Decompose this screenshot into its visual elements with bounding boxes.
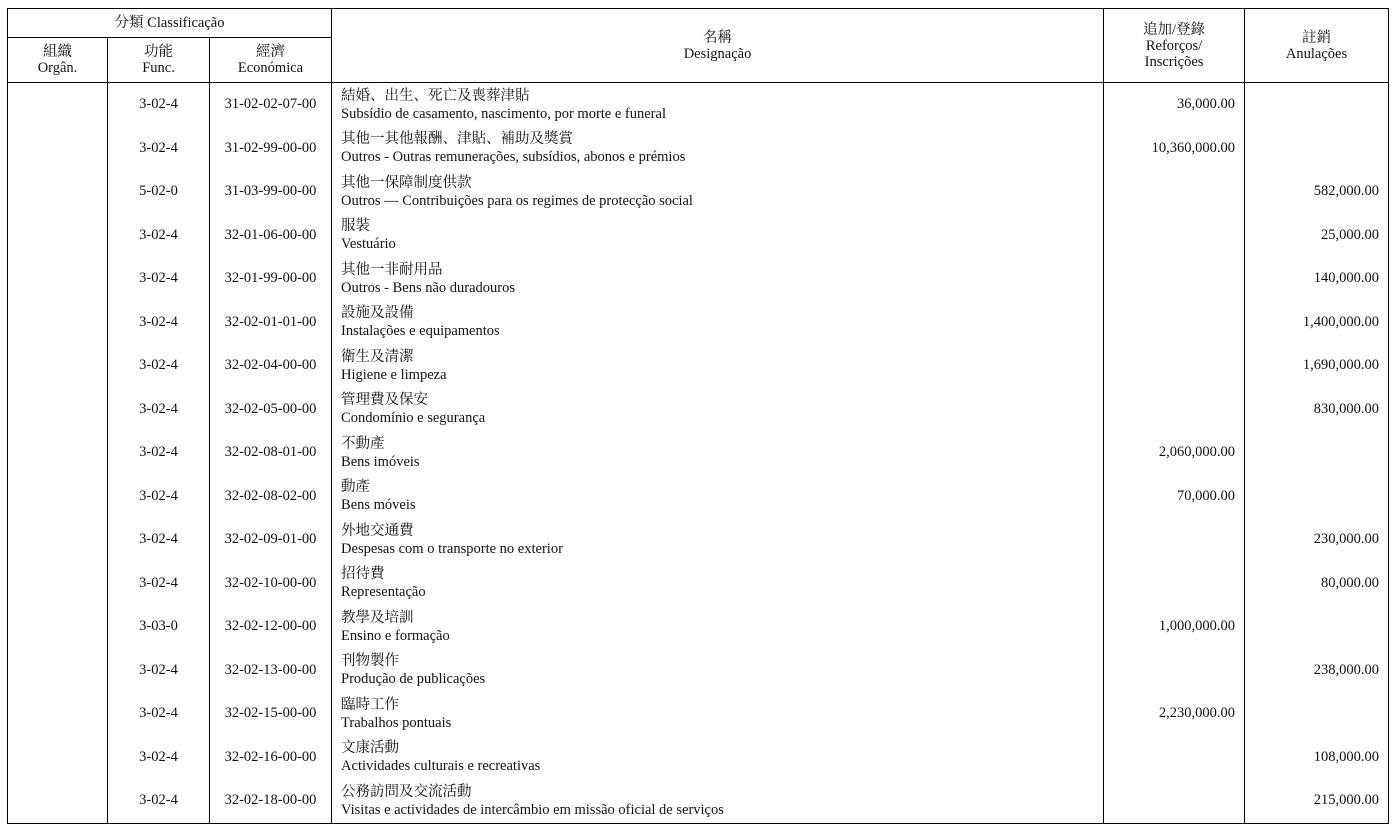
organ-cell (8, 170, 108, 214)
anulacoes-header-zh: 註銷 (1302, 29, 1332, 46)
designation-cell (332, 779, 1104, 823)
reforcos-cell (1104, 301, 1245, 345)
organ-cell (8, 692, 108, 736)
eco-code-cell: 32-01-06-00-00 (210, 214, 332, 258)
func-code-cell: 3-02-4 (108, 562, 210, 606)
reforcos-cell: 36,000.00 (1104, 83, 1245, 127)
anulacoes-cell (1245, 692, 1389, 736)
reforcos-header (1104, 9, 1245, 83)
organ-cell (8, 214, 108, 258)
designation-pt: Despesas com o transporte no exterior (341, 540, 563, 557)
table-row (8, 518, 1389, 562)
organ-cell (8, 301, 108, 345)
anulacoes-cell: 582,000.00 (1245, 170, 1389, 214)
designation-cell (332, 83, 1104, 127)
func-code-cell: 3-02-4 (108, 431, 210, 475)
table-row (8, 649, 1389, 693)
designation-pt: Higiene e limpeza (341, 366, 447, 383)
func-code-cell: 3-02-4 (108, 257, 210, 301)
designation-zh: 其他一其他報酬、津貼、補助及獎賞 (341, 131, 574, 148)
anulacoes-cell: 1,690,000.00 (1245, 344, 1389, 388)
designation-pt: Vestuário (341, 236, 396, 253)
designation-zh: 服裝 (341, 218, 371, 235)
table-row (8, 692, 1389, 736)
anulacoes-cell: 25,000.00 (1245, 214, 1389, 258)
anulacoes-cell: 830,000.00 (1245, 388, 1389, 432)
reforcos-cell: 2,230,000.00 (1104, 692, 1245, 736)
reforcos-cell: 2,060,000.00 (1104, 431, 1245, 475)
organ-cell (8, 431, 108, 475)
eco-code-cell: 32-02-08-02-00 (210, 475, 332, 519)
designation-pt: Instalações e equipamentos (341, 323, 500, 340)
reforcos-cell: 1,000,000.00 (1104, 605, 1245, 649)
designation-cell (332, 431, 1104, 475)
anulacoes-cell: 215,000.00 (1245, 779, 1389, 823)
reforcos-cell (1104, 562, 1245, 606)
anulacoes-cell: 140,000.00 (1245, 257, 1389, 301)
func-header (108, 38, 210, 83)
designation-pt: Trabalhos pontuais (341, 714, 452, 731)
func-code-cell: 3-02-4 (108, 388, 210, 432)
anulacoes-cell: 80,000.00 (1245, 562, 1389, 606)
classification-header: 分類 Classificação (8, 9, 332, 38)
reforcos-header-pt2: Inscrições (1144, 53, 1204, 70)
anulacoes-cell: 1,400,000.00 (1245, 301, 1389, 345)
designation-cell (332, 388, 1104, 432)
func-code-cell: 3-02-4 (108, 301, 210, 345)
eco-code-cell: 32-02-10-00-00 (210, 562, 332, 606)
designation-cell (332, 301, 1104, 345)
table-body (8, 83, 1389, 824)
designation-zh: 教學及培訓 (341, 609, 414, 626)
func-code-cell: 3-03-0 (108, 605, 210, 649)
designation-cell (332, 649, 1104, 693)
eco-code-cell: 32-02-04-00-00 (210, 344, 332, 388)
eco-code-cell: 32-01-99-00-00 (210, 257, 332, 301)
designation-zh: 動產 (341, 479, 371, 496)
designation-pt: Bens imóveis (341, 453, 420, 470)
reforcos-cell (1104, 649, 1245, 693)
designation-cell (332, 344, 1104, 388)
eco-header-zh: 經濟 (256, 44, 286, 60)
func-code-cell: 3-02-4 (108, 83, 210, 127)
organ-cell (8, 518, 108, 562)
eco-code-cell: 31-03-99-00-00 (210, 170, 332, 214)
organ-header-pt: Orgân. (37, 60, 78, 76)
designation-zh: 衛生及清潔 (341, 348, 414, 365)
designation-zh: 不動產 (341, 435, 385, 452)
table-row (8, 257, 1389, 301)
eco-code-cell: 32-02-08-01-00 (210, 431, 332, 475)
designation-pt: Subsídio de casamento, nascimento, por morte e funeral (341, 105, 666, 122)
reforcos-cell (1104, 214, 1245, 258)
eco-code-cell: 31-02-99-00-00 (210, 127, 332, 171)
designation-zh: 招待費 (341, 566, 385, 583)
func-code-cell: 3-02-4 (108, 692, 210, 736)
table-row (8, 736, 1389, 780)
reforcos-cell (1104, 779, 1245, 823)
func-code-cell: 3-02-4 (108, 475, 210, 519)
designation-zh: 其他一保障制度供款 (341, 174, 472, 191)
organ-cell (8, 388, 108, 432)
organ-header-zh: 組織 (43, 44, 72, 60)
func-code-cell: 3-02-4 (108, 649, 210, 693)
designation-zh: 管理費及保安 (341, 392, 429, 409)
eco-code-cell: 32-02-15-00-00 (210, 692, 332, 736)
anulacoes-cell (1245, 127, 1389, 171)
designation-pt: Condomínio e segurança (341, 410, 486, 427)
designation-header-pt: Designação (683, 45, 752, 62)
reforcos-cell (1104, 388, 1245, 432)
table-row (8, 214, 1389, 258)
designation-zh: 臨時工作 (341, 696, 400, 713)
organ-cell (8, 344, 108, 388)
table-row (8, 301, 1389, 345)
table-row (8, 562, 1389, 606)
reforcos-cell (1104, 518, 1245, 562)
designation-zh: 其他一非耐用品 (341, 261, 443, 278)
anulacoes-cell: 108,000.00 (1245, 736, 1389, 780)
organ-cell (8, 127, 108, 171)
anulacoes-header (1245, 9, 1389, 83)
func-code-cell: 3-02-4 (108, 127, 210, 171)
table-row (8, 605, 1389, 649)
reforcos-cell: 10,360,000.00 (1104, 127, 1245, 171)
func-code-cell: 3-02-4 (108, 214, 210, 258)
eco-code-cell: 32-02-12-00-00 (210, 605, 332, 649)
budget-table (7, 8, 1389, 824)
eco-code-cell: 32-02-01-01-00 (210, 301, 332, 345)
func-code-cell: 3-02-4 (108, 736, 210, 780)
func-header-zh: 功能 (144, 44, 173, 60)
designation-cell (332, 475, 1104, 519)
designation-cell (332, 736, 1104, 780)
designation-cell (332, 605, 1104, 649)
designation-cell (332, 692, 1104, 736)
organ-cell (8, 779, 108, 823)
table-row (8, 431, 1389, 475)
func-header-pt: Func. (142, 60, 175, 76)
table-row (8, 127, 1389, 171)
reforcos-header-pt1: Reforços/ (1145, 37, 1203, 54)
designation-zh: 公務訪問及交流活動 (341, 783, 472, 800)
designation-cell (332, 214, 1104, 258)
organ-cell (8, 736, 108, 780)
table-row (8, 170, 1389, 214)
table-row (8, 779, 1389, 823)
eco-code-cell: 32-02-05-00-00 (210, 388, 332, 432)
func-code-cell: 3-02-4 (108, 518, 210, 562)
anulacoes-cell (1245, 431, 1389, 475)
designation-zh: 文康活動 (341, 740, 400, 757)
reforcos-cell: 70,000.00 (1104, 475, 1245, 519)
designation-cell (332, 257, 1104, 301)
organ-cell (8, 649, 108, 693)
table-row (8, 475, 1389, 519)
eco-header-pt: Económica (237, 60, 304, 76)
func-code-cell: 3-02-4 (108, 779, 210, 823)
designation-pt: Produção de publicações (341, 671, 486, 688)
table-row (8, 344, 1389, 388)
reforcos-cell (1104, 170, 1245, 214)
organ-cell (8, 562, 108, 606)
designation-cell (332, 562, 1104, 606)
designation-header (332, 9, 1104, 83)
organ-cell (8, 257, 108, 301)
designation-cell (332, 170, 1104, 214)
designation-pt: Actividades culturais e recreativas (341, 758, 541, 775)
designation-pt: Ensino e formação (341, 627, 450, 644)
table-header (8, 9, 1389, 83)
designation-header-zh: 名稱 (703, 29, 733, 46)
designation-pt: Visitas e actividades de intercâmbio em missão oficial de serviços (341, 801, 724, 818)
eco-code-cell: 31-02-02-07-00 (210, 83, 332, 127)
anulacoes-header-pt: Anulações (1285, 45, 1348, 62)
reforcos-cell (1104, 344, 1245, 388)
reforcos-cell (1104, 257, 1245, 301)
designation-zh: 設施及設備 (341, 305, 414, 322)
designation-pt: Bens móveis (341, 497, 416, 514)
anulacoes-cell (1245, 475, 1389, 519)
designation-cell (332, 518, 1104, 562)
eco-code-cell: 32-02-16-00-00 (210, 736, 332, 780)
designation-pt: Outros - Outras remunerações, subsídios, abonos e prémios (341, 149, 686, 166)
organ-cell (8, 83, 108, 127)
anulacoes-cell (1245, 605, 1389, 649)
designation-zh: 結婚、出生、死亡及喪葬津貼 (341, 87, 530, 104)
organ-header (8, 38, 108, 83)
designation-zh: 刊物製作 (341, 653, 400, 670)
eco-header (210, 38, 332, 83)
anulacoes-cell: 238,000.00 (1245, 649, 1389, 693)
designation-cell (332, 127, 1104, 171)
anulacoes-cell (1245, 83, 1389, 127)
table-row (8, 388, 1389, 432)
reforcos-cell (1104, 736, 1245, 780)
budget-document (7, 8, 1388, 824)
designation-pt: Outros — Contribuições para os regimes de protecção social (341, 192, 693, 209)
table-row (8, 83, 1389, 127)
anulacoes-cell: 230,000.00 (1245, 518, 1389, 562)
eco-code-cell: 32-02-18-00-00 (210, 779, 332, 823)
reforcos-header-zh: 追加/登錄 (1143, 21, 1206, 38)
organ-cell (8, 605, 108, 649)
func-code-cell: 5-02-0 (108, 170, 210, 214)
organ-cell (8, 475, 108, 519)
designation-pt: Outros - Bens não duradouros (341, 279, 516, 296)
func-code-cell: 3-02-4 (108, 344, 210, 388)
eco-code-cell: 32-02-13-00-00 (210, 649, 332, 693)
designation-pt: Representação (341, 584, 426, 601)
eco-code-cell: 32-02-09-01-00 (210, 518, 332, 562)
designation-zh: 外地交通費 (341, 522, 414, 539)
